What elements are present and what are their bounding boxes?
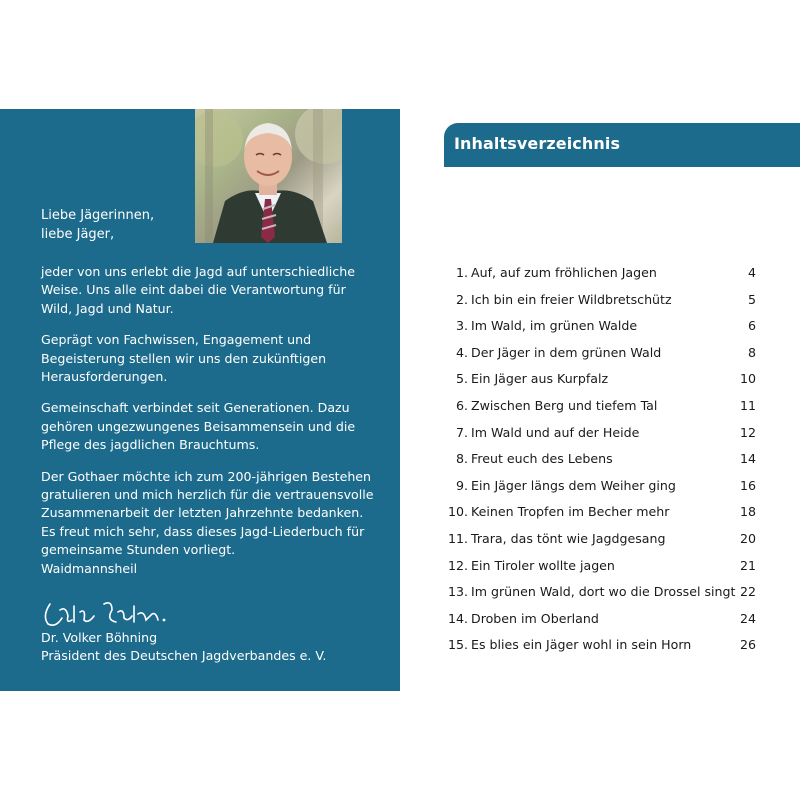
entry-page: 8 (747, 344, 756, 360)
entry-title: Keinen Tropfen im Becher mehr (471, 504, 670, 520)
entry-number: 9. (455, 477, 468, 493)
paragraph (41, 468, 381, 560)
entry-page: 20 (739, 530, 756, 546)
entry-title: Auf, auf zum fröhlichen Jagen (471, 265, 657, 280)
entry-page: 26 (739, 637, 756, 653)
entry-number: 10. (447, 504, 468, 520)
entry-page: 11 (739, 397, 756, 413)
salutation (41, 206, 154, 244)
entry-title: Ein Jäger aus Kurpfalz (471, 371, 609, 387)
entry-number: 7. (455, 424, 468, 440)
text-line: Herausforderungen. (41, 369, 168, 385)
foreword-page (0, 109, 400, 691)
entry-title: Im Wald, im grünen Walde (471, 318, 638, 334)
toc-entry[interactable] (444, 446, 756, 473)
text-line: gratulieren und mich herzlich für die vertrauensvolle (41, 487, 374, 503)
toc-entry[interactable] (444, 313, 756, 340)
paragraph (41, 331, 381, 386)
text-line: gehören ungezwungenes Beisammensein und die (41, 418, 356, 434)
entry-page: 12 (739, 424, 756, 440)
paragraph (41, 263, 381, 318)
entry-title: Es blies ein Jäger wohl in sein Horn (471, 637, 692, 653)
entry-page: 4 (747, 265, 756, 280)
toc-entry[interactable] (444, 366, 756, 393)
entry-page: 16 (739, 477, 756, 493)
portrait-illustration (195, 109, 342, 243)
letter-body (41, 263, 381, 573)
entry-page: 5 (747, 291, 756, 307)
entry-number: 1. (455, 265, 468, 280)
entry-number: 6. (455, 397, 468, 413)
entry-page: 21 (739, 557, 756, 573)
entry-page: 10 (739, 371, 756, 387)
text-line: Es freut mich sehr, dass dieses Jagd-Liederbuch für (41, 523, 365, 539)
entry-number: 3. (455, 318, 468, 334)
text-line: Wild, Jagd und Natur. (41, 300, 174, 316)
toc-entry[interactable] (444, 606, 756, 633)
sign-off: Waidmannsheil (41, 561, 138, 576)
entry-number: 2. (455, 291, 468, 307)
toc-entry[interactable] (444, 632, 756, 659)
toc-entry[interactable] (444, 473, 756, 500)
text-line: Der Gothaer möchte ich zum 200-jährigen Bestehen (41, 468, 372, 484)
entry-title: Trara, das tönt wie Jagdgesang (471, 530, 666, 546)
toc-entry[interactable] (444, 553, 756, 580)
author-portrait (195, 109, 342, 243)
salutation-line: Liebe Jägerinnen, (41, 208, 155, 223)
toc-page (420, 109, 800, 691)
toc-entry[interactable] (444, 393, 756, 420)
entry-number: 15. (447, 637, 468, 653)
toc-header (444, 123, 800, 167)
toc-entry[interactable] (444, 340, 756, 367)
signer-name: Dr. Volker Böhning (41, 630, 158, 645)
toc-entry[interactable] (444, 526, 756, 553)
entry-page: 6 (747, 318, 756, 334)
entry-title: Droben im Oberland (471, 610, 599, 626)
paragraph (41, 399, 381, 454)
handwritten-signature (40, 592, 170, 632)
text-line: gemeinsame Stunden vorliegt. (41, 542, 236, 558)
entry-page: 14 (739, 451, 756, 467)
toc-entry[interactable] (444, 260, 756, 287)
toc-entry[interactable] (444, 579, 756, 606)
text-line: Begeisterung stellen wir uns den zukünftigen (41, 350, 327, 366)
entry-title: Der Jäger in dem grünen Wald (471, 344, 662, 360)
entry-number: 11. (447, 530, 468, 546)
entry-title: Ich bin ein freier Wildbretschütz (471, 291, 672, 307)
entry-page: 24 (739, 610, 756, 626)
toc-list (444, 260, 756, 659)
entry-number: 14. (447, 610, 468, 626)
text-line: Geprägt von Fachwissen, Engagement und (41, 332, 312, 348)
salutation-line: liebe Jäger, (41, 227, 115, 242)
entry-title: Im grünen Wald, dort wo die Drossel singt (471, 584, 736, 600)
entry-title: Freut euch des Lebens (471, 451, 613, 467)
signer-title: Präsident des Deutschen Jagdverbandes e. V. (41, 648, 327, 664)
toc-entry[interactable] (444, 287, 756, 314)
entry-number: 12. (447, 557, 468, 573)
text-line: Pflege des jagdlichen Brauchtums. (41, 437, 260, 453)
entry-page: 18 (739, 504, 756, 520)
text-line: Gemeinschaft verbindet seit Generationen. Dazu (41, 400, 350, 416)
entry-title: Im Wald und auf der Heide (471, 424, 640, 440)
entry-title: Ein Tiroler wollte jagen (471, 557, 615, 573)
text-line: Zusammenarbeit der letzten Jahrzehnte bedanken. (41, 505, 364, 521)
entry-number: 8. (455, 451, 468, 467)
entry-title: Zwischen Berg und tiefem Tal (471, 397, 658, 413)
signer-block (41, 629, 326, 666)
entry-number: 5. (455, 371, 468, 387)
toc-entry[interactable] (444, 420, 756, 447)
toc-entry[interactable] (444, 499, 756, 526)
entry-page: 22 (739, 584, 756, 600)
text-line: Weise. Uns alle eint dabei die Verantwortung für (41, 282, 346, 298)
toc-title: Inhaltsverzeichnis (454, 134, 621, 153)
entry-title: Ein Jäger längs dem Weiher ging (471, 477, 676, 493)
entry-number: 4. (455, 344, 468, 360)
entry-number: 13. (447, 584, 468, 600)
text-line: jeder von uns erlebt die Jagd auf unterschiedliche (41, 264, 355, 279)
